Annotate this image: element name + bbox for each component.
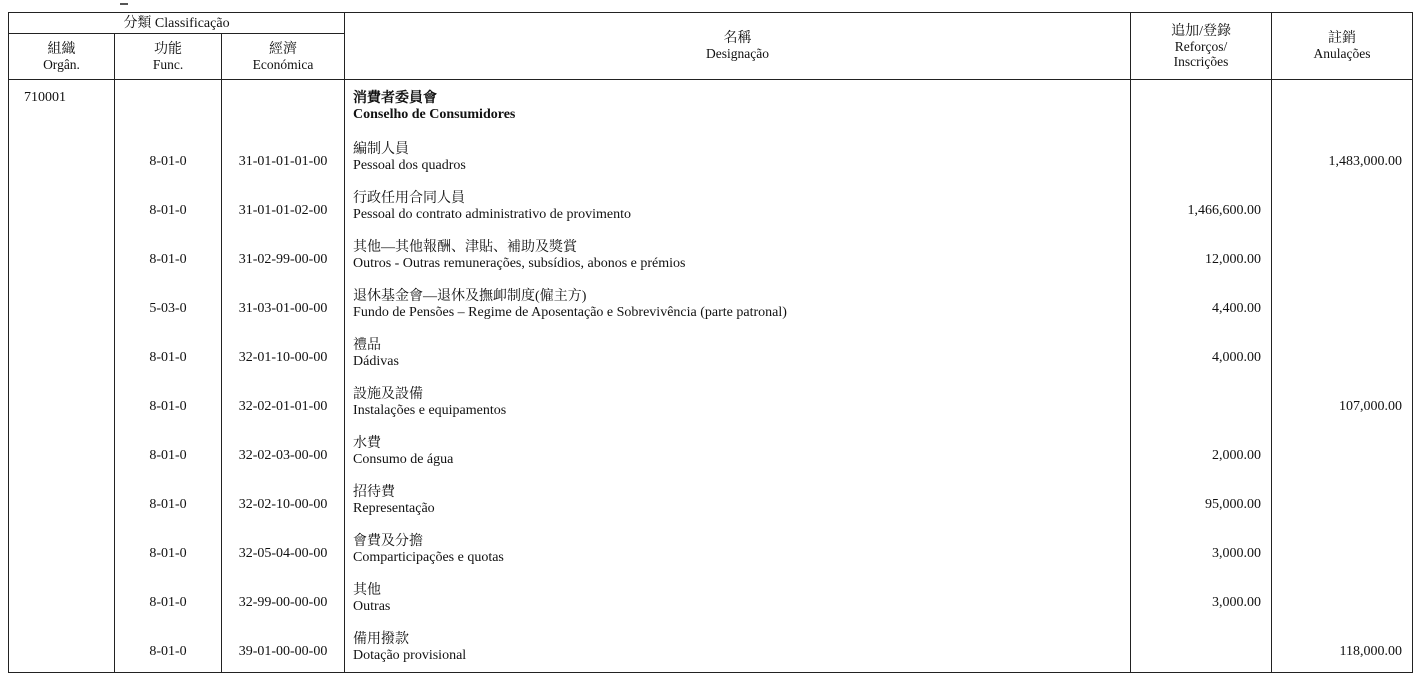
organica-header <box>9 34 115 80</box>
designation-cell <box>345 623 1131 673</box>
table-row <box>9 280 1413 329</box>
designation-zh: 會費及分擔 <box>353 533 424 549</box>
reforcos-value <box>1131 378 1272 427</box>
reforcos-header <box>1131 13 1272 80</box>
func-code: 8-01-0 <box>115 133 222 182</box>
designation-pt: Fundo de Pensões – Regime de Aposentação e Sobrevivência (parte patronal) <box>353 304 787 320</box>
org-cell <box>9 182 115 231</box>
reforcos-value: 3,000.00 <box>1131 574 1272 623</box>
anulacoes-header-zh: 註銷 <box>1328 31 1357 46</box>
func-code: 8-01-0 <box>115 623 222 673</box>
funcional-header <box>115 34 222 80</box>
designation-zh: 禮品 <box>353 337 382 353</box>
designation-header-pt: Designação <box>706 46 770 61</box>
eco-code: 32-02-01-01-00 <box>222 378 345 427</box>
entity-ref-cell <box>1131 80 1272 134</box>
eco-code: 32-01-10-00-00 <box>222 329 345 378</box>
eco-code: 32-05-04-00-00 <box>222 525 345 574</box>
anulacoes-value: 107,000.00 <box>1272 378 1413 427</box>
reforcos-header-pt2: Inscrições <box>1173 53 1229 69</box>
anulacoes-value: 1,483,000.00 <box>1272 133 1413 182</box>
funcional-header-zh: 功能 <box>154 41 182 57</box>
organica-header-zh: 組織 <box>47 41 76 57</box>
table-row <box>9 133 1413 182</box>
table-body <box>9 80 1413 673</box>
entity-func-cell <box>115 80 222 134</box>
func-code: 8-01-0 <box>115 231 222 280</box>
designation-cell <box>345 133 1131 182</box>
org-code: 710001 <box>9 80 115 134</box>
entity-name-pt: Conselho de Consumidores <box>353 106 516 122</box>
reforcos-value <box>1131 133 1272 182</box>
table-row <box>9 182 1413 231</box>
anulacoes-value <box>1272 231 1413 280</box>
economica-header-pt: Económica <box>252 56 314 72</box>
designation-cell <box>345 280 1131 329</box>
anulacoes-value <box>1272 427 1413 476</box>
reforcos-value: 95,000.00 <box>1131 476 1272 525</box>
designation-pt: Dádivas <box>353 353 399 369</box>
table-row <box>9 525 1413 574</box>
designation-cell <box>345 182 1131 231</box>
designation-cell <box>345 378 1131 427</box>
entity-name-zh: 消費者委員會 <box>353 90 438 106</box>
org-cell <box>9 329 115 378</box>
eco-code: 31-03-01-00-00 <box>222 280 345 329</box>
table-row <box>9 623 1413 673</box>
anulacoes-value <box>1272 525 1413 574</box>
designation-zh: 水費 <box>353 435 382 451</box>
org-cell <box>9 476 115 525</box>
reforcos-value: 1,466,600.00 <box>1131 182 1272 231</box>
reforcos-value: 3,000.00 <box>1131 525 1272 574</box>
org-cell <box>9 231 115 280</box>
designation-pt: Pessoal do contrato administrativo de provimento <box>353 206 632 222</box>
designation-cell <box>345 476 1131 525</box>
reforcos-header-pt1: Reforços/ <box>1174 38 1228 54</box>
anulacoes-value <box>1272 182 1413 231</box>
designation-zh: 備用撥款 <box>353 631 410 647</box>
reforcos-value: 4,000.00 <box>1131 329 1272 378</box>
func-code: 8-01-0 <box>115 427 222 476</box>
eco-code: 39-01-00-00-00 <box>222 623 345 673</box>
designation-header-zh: 名稱 <box>723 31 752 46</box>
eco-code: 32-02-03-00-00 <box>222 427 345 476</box>
table-row <box>9 329 1413 378</box>
designation-cell <box>345 231 1131 280</box>
reforcos-header-zh: 追加/登錄 <box>1171 23 1231 39</box>
designation-pt: Outros - Outras remunerações, subsídios, abonos e prémios <box>353 255 686 271</box>
designation-pt: Pessoal dos quadros <box>353 157 466 173</box>
eco-code: 31-02-99-00-00 <box>222 231 345 280</box>
anulacoes-value: 118,000.00 <box>1272 623 1413 673</box>
designation-cell <box>345 574 1131 623</box>
org-cell <box>9 280 115 329</box>
org-cell <box>9 378 115 427</box>
org-cell <box>9 525 115 574</box>
organica-header-pt: Orgân. <box>43 56 80 72</box>
func-code: 8-01-0 <box>115 574 222 623</box>
eco-code: 31-01-01-01-00 <box>222 133 345 182</box>
func-code: 8-01-0 <box>115 476 222 525</box>
designation-zh: 招待費 <box>353 484 396 500</box>
designation-cell <box>345 525 1131 574</box>
reforcos-value: 2,000.00 <box>1131 427 1272 476</box>
eco-code: 32-02-10-00-00 <box>222 476 345 525</box>
designation-zh: 退休基金會—退休及撫卹制度(僱主方) <box>353 288 587 304</box>
entity-eco-cell <box>222 80 345 134</box>
designation-zh: 其他—其他報酬、津貼、補助及獎賞 <box>353 239 578 255</box>
table-row <box>9 574 1413 623</box>
func-code: 8-01-0 <box>115 182 222 231</box>
designation-pt: Consumo de água <box>353 451 454 467</box>
anulacoes-header <box>1272 13 1413 80</box>
func-code: 8-01-0 <box>115 525 222 574</box>
designation-cell <box>345 329 1131 378</box>
org-cell <box>9 623 115 673</box>
anulacoes-header-pt: Anulações <box>1313 46 1371 61</box>
designation-pt: Comparticipações e quotas <box>353 549 504 565</box>
table-header <box>9 13 1413 80</box>
reforcos-value <box>1131 623 1272 673</box>
designation-pt: Representação <box>353 500 435 516</box>
anulacoes-value <box>1272 574 1413 623</box>
designation-zh: 其他 <box>353 582 382 598</box>
anulacoes-value <box>1272 329 1413 378</box>
table-row <box>9 231 1413 280</box>
func-code: 8-01-0 <box>115 329 222 378</box>
func-code: 5-03-0 <box>115 280 222 329</box>
table-row <box>9 427 1413 476</box>
scan-artifact <box>120 3 128 5</box>
economica-header-zh: 經濟 <box>269 41 298 57</box>
anulacoes-value <box>1272 280 1413 329</box>
designation-pt: Instalações e equipamentos <box>353 402 507 418</box>
entity-name-cell <box>345 80 1131 134</box>
entity-row <box>9 80 1413 134</box>
designation-cell <box>345 427 1131 476</box>
org-cell <box>9 133 115 182</box>
designation-pt: Dotação provisional <box>353 647 467 663</box>
table-row <box>9 476 1413 525</box>
table-row <box>9 378 1413 427</box>
anulacoes-value <box>1272 476 1413 525</box>
designation-pt: Outras <box>353 598 391 614</box>
reforcos-value: 12,000.00 <box>1131 231 1272 280</box>
reforcos-value: 4,400.00 <box>1131 280 1272 329</box>
economica-header <box>222 34 345 80</box>
func-code: 8-01-0 <box>115 378 222 427</box>
designation-header <box>345 13 1131 80</box>
classification-header: 分類 Classificação <box>9 13 345 34</box>
org-cell <box>9 427 115 476</box>
eco-code: 32-99-00-00-00 <box>222 574 345 623</box>
eco-code: 31-01-01-02-00 <box>222 182 345 231</box>
designation-zh: 行政任用合同人員 <box>353 190 466 206</box>
designation-zh: 編制人員 <box>353 141 410 157</box>
entity-anu-cell <box>1272 80 1413 134</box>
funcional-header-pt: Func. <box>152 56 184 72</box>
budget-table <box>8 12 1413 673</box>
designation-zh: 設施及設備 <box>353 386 424 402</box>
org-cell <box>9 574 115 623</box>
